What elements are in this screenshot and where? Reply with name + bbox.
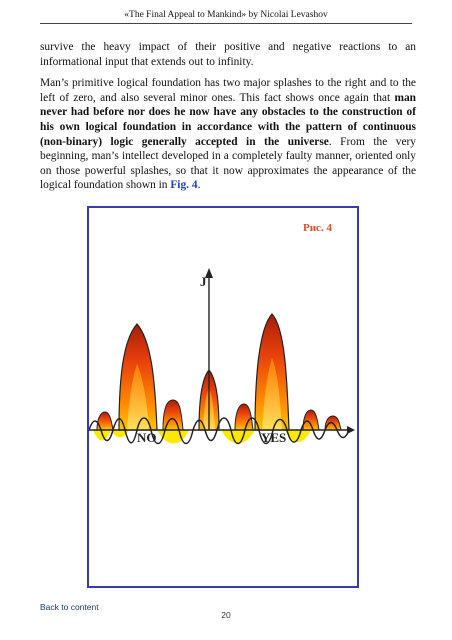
logic-splash-diagram [89,208,357,586]
label-no: NO [137,430,157,445]
axis-label-j: J [200,274,207,289]
paragraph-2-end: . [197,179,201,192]
flame-small-4 [303,410,319,430]
paragraph-2-text-b: . From the very beginning, man’s intellect developed in a completely faulty manner, oriented only on those powerful splashes, so that it now approximates the appearance of the logical foundation shown in [40,135,416,192]
paragraph-2-emphasis: man never had before nor does he now have any obstacles to the construction of his own logical foundation in accordance with the pattern of continuous (non-binary) logic generally accepted in the universe [40,91,416,148]
running-header: «The Final Appeal to Mankind» by Nicolai Levashov [40,10,412,24]
page-number: 20 [221,610,231,620]
figure-4-link[interactable]: Fig. 4 [170,179,198,192]
back-to-content-link[interactable]: Back to content [40,602,99,612]
paragraph-2 [40,76,416,193]
figure-caption: Рис. 4 [303,222,332,234]
flame-small-2 [235,404,253,430]
body-text [40,40,416,200]
figure-4 [87,206,359,588]
label-yes: YES [261,430,287,445]
paragraph-1: survive the heavy impact of their positive and negative reactions to an informational input that extends out to infinity. [40,41,416,68]
paragraph-2-text-a: Man’s primitive logical foundation has two major splashes to the right and to the left of zero, and also several minor ones. This fact shows once again that [40,77,416,104]
horizontal-axis-arrow [347,426,355,434]
